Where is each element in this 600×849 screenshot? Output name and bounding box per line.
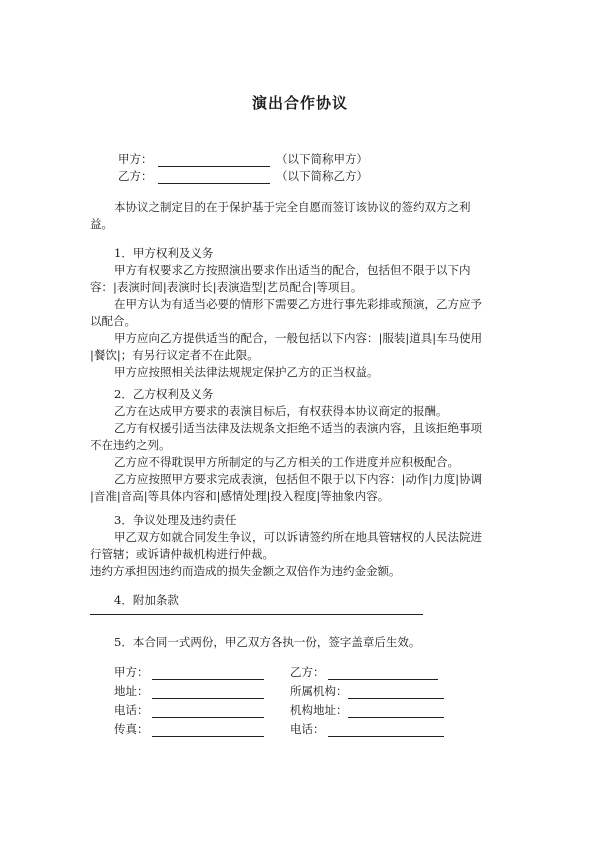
section-1-line: |餐饮|；有另行议定者不在此限。: [90, 348, 259, 362]
section-3-body: [90, 529, 520, 580]
sig-right-label: 乙方：: [290, 665, 325, 679]
sig-right-row: [290, 683, 444, 699]
sig-left-label: 传真：: [114, 722, 149, 736]
section-3-line: 违约方承担因违约而造成的损失金额之双倍作为违约金金额。: [90, 564, 401, 578]
section-2-line: |音准|音高|等具体内容和|感情处理|投入程度|等抽象内容。: [90, 489, 390, 503]
sig-right-blank[interactable]: [328, 724, 444, 737]
party-a-label: 甲方：: [118, 152, 153, 166]
section-1-heading: 1．甲方权利及义务: [114, 246, 214, 260]
sig-left-label: 甲方：: [114, 665, 149, 679]
sig-right-label: 机构地址：: [290, 703, 348, 717]
sig-left-blank[interactable]: [152, 686, 264, 699]
section-1-line: 甲方有权要求乙方按照演出要求作出适当的配合，包括但不限于以下内: [114, 263, 471, 277]
party-b-line: [118, 168, 368, 184]
sig-right-row: [290, 664, 438, 680]
section-1-line: 在甲方认为有适当必要的情形下需要乙方进行事先彩排或预演，乙方应予: [114, 297, 482, 311]
sig-right-blank[interactable]: [348, 705, 444, 718]
sig-left-row: [114, 683, 264, 699]
section-2-line: 乙方有权援引适当法律及法规条文拒绝不适当的表演内容，且该拒绝事项: [114, 421, 482, 435]
sig-right-row: [290, 721, 444, 737]
section-3-line: 甲乙双方如就合同发生争议，可以诉请签约所在地具管辖权的人民法院进: [114, 530, 482, 544]
sig-left-label: 电话：: [114, 703, 149, 717]
party-b-note: （以下简称乙方）: [276, 169, 368, 183]
sig-left-row: [114, 702, 264, 718]
additional-terms-blank-line[interactable]: [90, 614, 423, 615]
party-b-blank[interactable]: [158, 171, 270, 184]
sig-right-blank[interactable]: [348, 686, 444, 699]
party-a-line: [118, 151, 368, 167]
sig-left-blank[interactable]: [152, 705, 264, 718]
party-a-blank[interactable]: [158, 154, 270, 167]
sig-right-label: 电话：: [290, 722, 325, 736]
section-5-heading: 5．本合同一式两份，甲乙双方各执一份，签字盖章后生效。: [114, 635, 421, 649]
section-2-line: 不在违约之列。: [90, 438, 171, 452]
section-2-body: [90, 403, 520, 505]
intro-line: 益。: [90, 217, 113, 231]
party-a-note: （以下简称甲方）: [276, 152, 368, 166]
section-2-line: 乙方应不得耽误甲方所制定的与乙方相关的工作进度并应积极配合。: [114, 455, 459, 469]
section-1-line: 容：|表演时间|表演时长|表演造型|艺员配合|等项目。: [90, 280, 363, 294]
section-4-heading: 4．附加条款: [114, 593, 179, 607]
sig-left-row: [114, 664, 264, 680]
section-2-line: 乙方在达成甲方要求的表演目标后，有权获得本协议商定的报酬。: [114, 404, 448, 418]
intro-line: 本协议之制定目的在于保护基于完全自愿而签订该协议的签约双方之利: [114, 200, 471, 214]
sig-right-blank[interactable]: [328, 667, 438, 680]
sig-left-row: [114, 721, 264, 737]
section-1-line: 甲方应向乙方提供适当的配合，一般包括以下内容：|服装|道具|车马使用: [114, 331, 483, 345]
section-1-line: 以配合。: [90, 314, 136, 328]
section-2-line: 乙方应按照甲方要求完成表演，包括但不限于以下内容：|动作|力度|协调: [114, 472, 483, 486]
intro-paragraph: [90, 199, 520, 233]
section-1-body: [90, 262, 520, 381]
section-3-line: 行管辖；或诉请仲裁机构进行仲裁。: [90, 547, 274, 561]
party-b-label: 乙方：: [118, 169, 153, 183]
sig-left-label: 地址：: [114, 684, 149, 698]
sig-right-row: [290, 702, 444, 718]
section-3-heading: 3．争议处理及违约责任: [114, 513, 237, 527]
sig-right-label: 所属机构：: [290, 684, 348, 698]
section-1-line: 甲方应按照相关法律法规规定保护乙方的正当权益。: [114, 365, 379, 379]
page-title: 演出合作协议: [251, 94, 348, 112]
sig-left-blank[interactable]: [152, 667, 264, 680]
section-2-heading: 2．乙方权利及义务: [114, 387, 214, 401]
sig-left-blank[interactable]: [152, 724, 264, 737]
